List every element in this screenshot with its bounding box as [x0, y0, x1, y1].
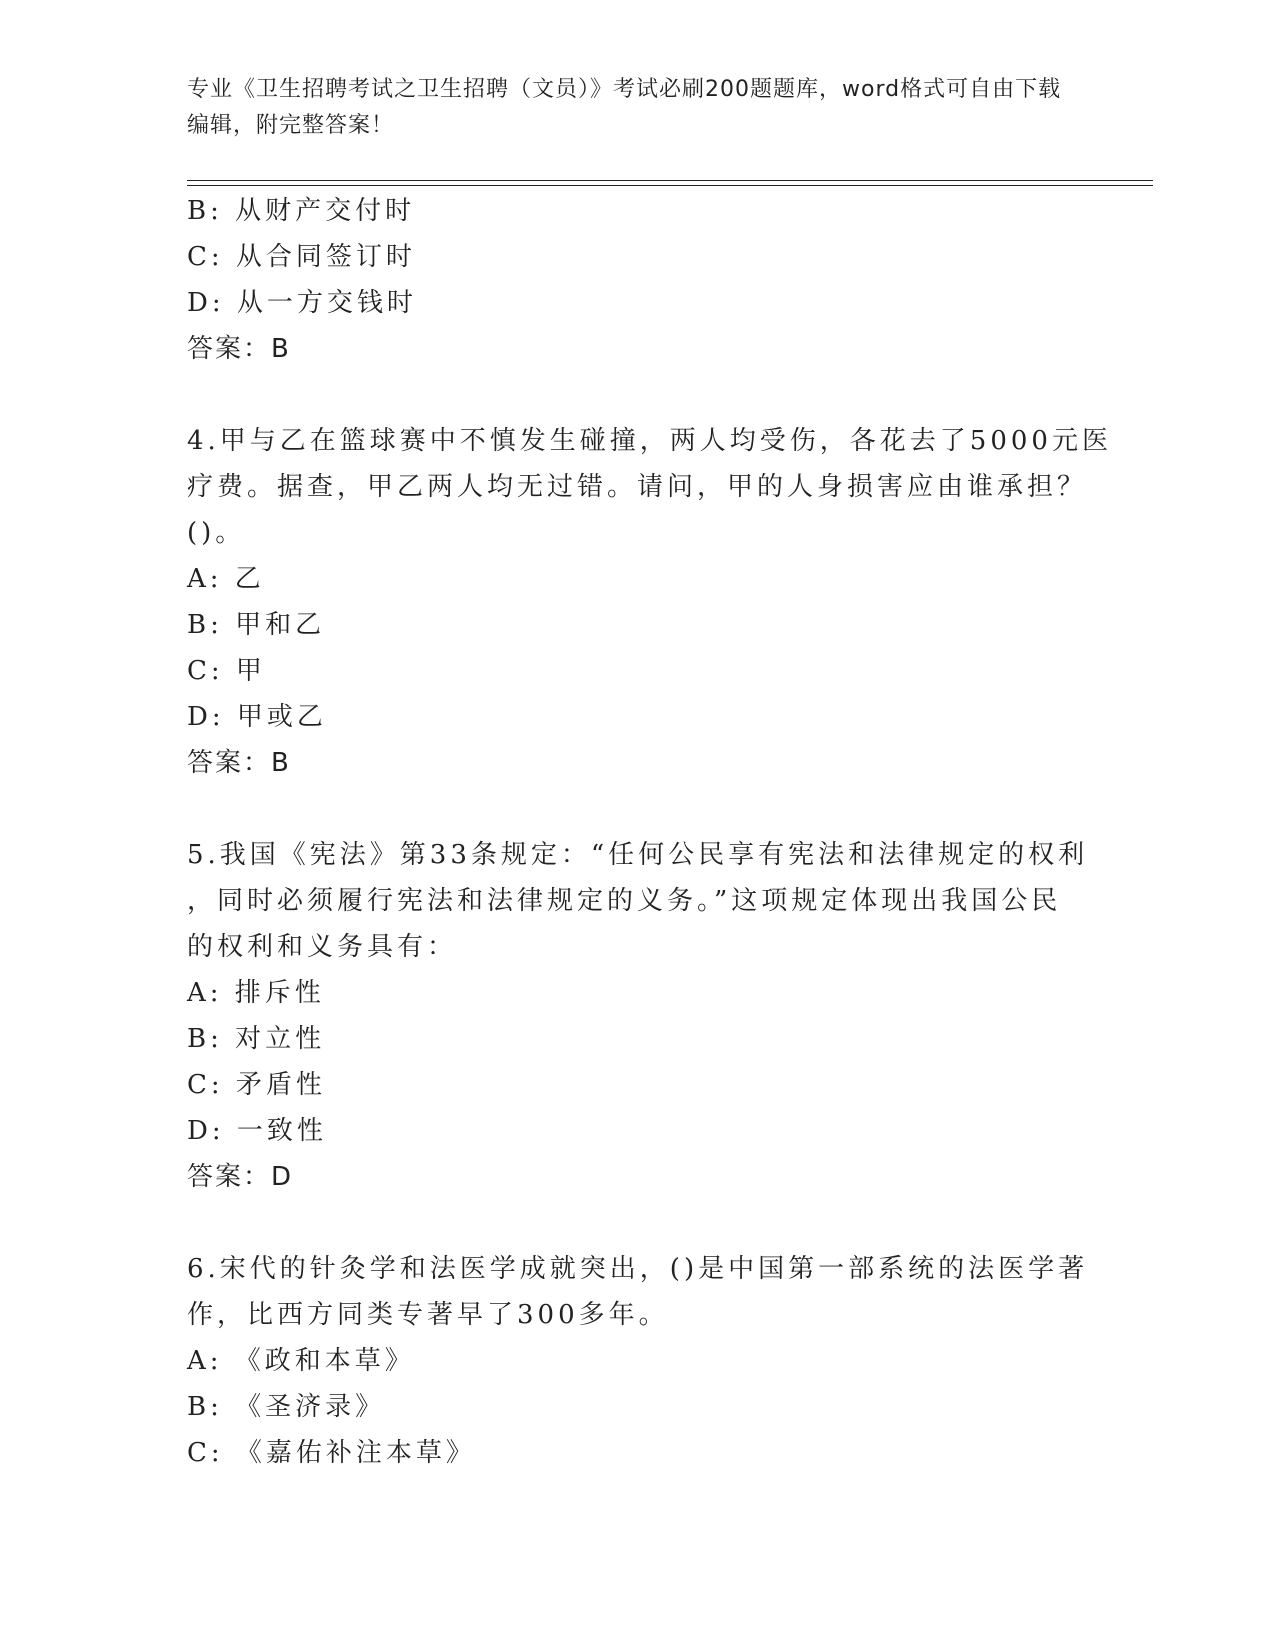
question-stem-line: 4.甲与乙在篮球赛中不慎发生碰撞，两人均受伤，各花去了5000元医: [187, 426, 1112, 456]
option-a: A: 乙: [187, 564, 265, 594]
question-stem-line: ，同时必须履行宪法和法律规定的义务。”这项规定体现出我国公民: [187, 886, 1062, 916]
header-divider-bottom: [187, 185, 1153, 186]
question-stem-line: 5.我国《宪法》第33条规定：“任何公民享有宪法和法律规定的权利: [187, 840, 1089, 870]
option-d: D: 甲或乙: [187, 702, 327, 732]
question-stem-line: 的权利和义务具有：: [187, 932, 458, 962]
option-c: C: 甲: [187, 656, 266, 686]
page-header-title: 专业《卫生招聘考试之卫生招聘（文员）》考试必刷200题题库，word格式可自由下载编辑，附完整答案！: [187, 77, 1062, 138]
question-4: [187, 418, 1112, 786]
question-5: [187, 832, 1087, 1200]
answer-line: 答案：B: [187, 748, 291, 778]
answer-line: 答案：B: [187, 334, 291, 364]
spacer: [187, 786, 1087, 832]
option-b: B: 《圣济录》: [187, 1392, 386, 1422]
option-c: C: 《嘉佑补注本草》: [187, 1438, 476, 1468]
option-a: A: 排斥性: [187, 978, 325, 1008]
option-b: B: 从财产交付时: [187, 196, 416, 226]
answer-line: 答案：D: [187, 1162, 294, 1192]
question-6: [187, 1246, 1087, 1476]
option-d: D: 一致性: [187, 1116, 327, 1146]
question-3-continuation: [187, 188, 1087, 372]
option-a: A: 《政和本草》: [187, 1346, 415, 1376]
spacer: [187, 372, 1087, 418]
question-content: [187, 188, 1112, 1476]
option-c: C: 从合同签订时: [187, 242, 416, 272]
option-b: B: 甲和乙: [187, 610, 326, 640]
option-b: B: 对立性: [187, 1024, 326, 1054]
spacer: [187, 1200, 1087, 1246]
option-d: D: 从一方交钱时: [187, 288, 417, 318]
question-stem-line: ()。: [187, 518, 246, 548]
option-c: C: 矛盾性: [187, 1070, 326, 1100]
question-stem-line: 疗费。据查，甲乙两人均无过错。请问，甲的人身损害应由谁承担？: [187, 472, 1088, 502]
question-stem-line: 作，比西方同类专著早了300多年。: [187, 1300, 669, 1330]
header-divider-top: [187, 180, 1153, 181]
question-stem-line: 6.宋代的针灸学和法医学成就突出，()是中国第一部系统的法医学著: [187, 1254, 1089, 1284]
